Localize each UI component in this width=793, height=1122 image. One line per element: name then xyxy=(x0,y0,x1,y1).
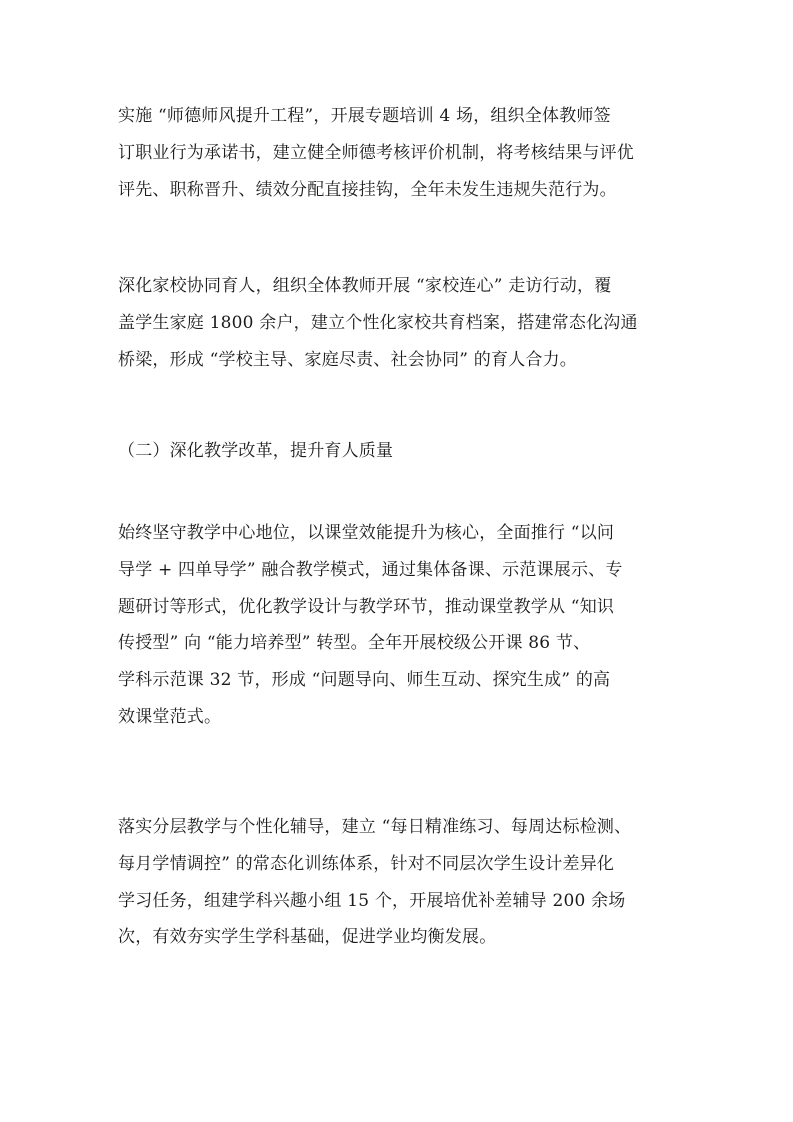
text-line: 学科示范课 32 节，形成 “问题导向、师生互动、探究生成” 的高 xyxy=(118,670,611,691)
text-line: 始终坚守教学中心地位，以课堂效能提升为核心，全面推行 “以问 xyxy=(118,523,615,543)
text-line: 传授型” 向 “能力培养型” 转型。全年开展校级公开课 86 节、 xyxy=(118,633,591,654)
text-line: 评先、职称晋升、绩效分配直接挂钩，全年未发生违规失范行为。 xyxy=(118,179,617,200)
text-line: 深化家校协同育人，组织全体教师开展 “家校连心” 走访行动，覆 xyxy=(118,276,612,296)
text-line: 次，有效夯实学生学科基础，促进学业均衡发展。 xyxy=(118,927,497,948)
heading-text: （二）深化教学改革，提升育人质量 xyxy=(118,441,394,461)
paragraph-tiered-teaching xyxy=(118,809,678,956)
paragraph-teacher-ethics xyxy=(118,98,678,208)
paragraph-home-school xyxy=(118,268,678,378)
section-heading xyxy=(118,433,678,470)
text-line: 每月学情调控” 的常态化训练体系，针对不同层次学生设计差异化 xyxy=(118,853,615,874)
text-line: 题研讨等形式，优化教学设计与教学环节，推动课堂教学从 “知识 xyxy=(118,596,615,617)
text-line: 学习任务，组建学科兴趣小组 15 个，开展培优补差辅导 200 余场 xyxy=(118,890,626,911)
text-line: 落实分层教学与个性化辅导，建立 “每日精准练习、每周达标检测、 xyxy=(118,817,632,837)
text-line: 效课堂范式。 xyxy=(118,706,222,727)
text-line: 导学 + 四单导学” 融合教学模式，通过集体备课、示范课展示、专 xyxy=(118,559,623,580)
text-line: 实施 “师德师风提升工程”，开展专题培训 4 场，组织全体教师签 xyxy=(118,106,611,126)
paragraph-teaching-reform xyxy=(118,515,678,736)
text-line: 桥梁，形成 “学校主导、家庭尽责、社会协同” 的育人合力。 xyxy=(118,349,577,370)
text-line: 盖学生家庭 1800 余户，建立个性化家校共育档案，搭建常态化沟通 xyxy=(118,312,638,333)
text-line: 订职业行为承诺书，建立健全师德考核评价机制，将考核结果与评优 xyxy=(118,142,634,163)
